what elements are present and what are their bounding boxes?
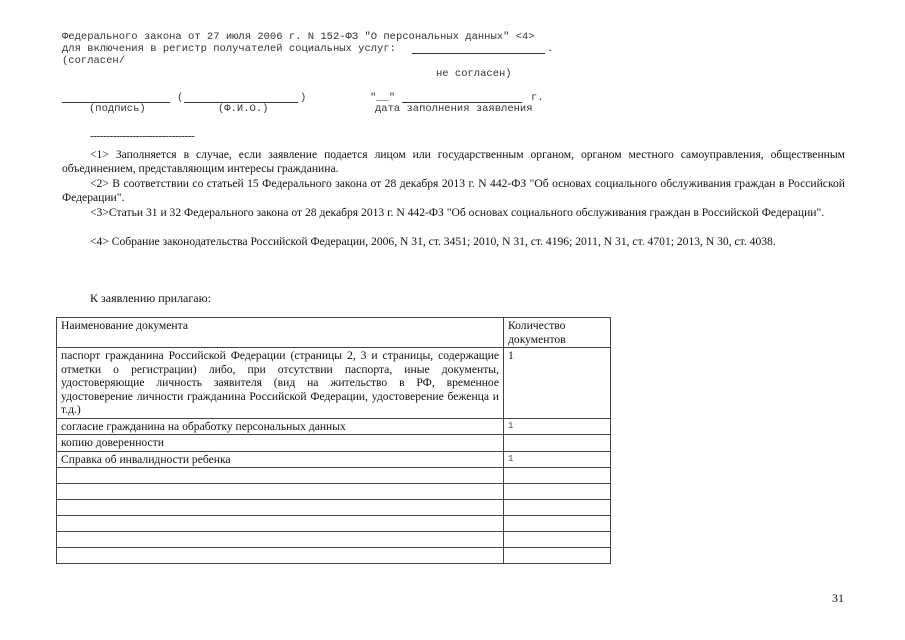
document-count-cell[interactable]: 1 <box>504 348 611 419</box>
footnote-1: <1> Заполняется в случае, если заявление подается лицом или государственным органом, органом местного самоуправления, общественным объединением, представляющим интересы гражданина. <box>62 148 845 175</box>
fio-close-paren: ) <box>300 92 307 104</box>
table-row <box>57 348 611 419</box>
table-row <box>57 451 611 468</box>
document-name-cell[interactable] <box>57 548 504 564</box>
table-row <box>57 468 611 484</box>
fio-label: (Ф.И.О.) <box>218 103 269 115</box>
footnote-2: <2> В соответствии со статьей 15 Федерального закона от 28 декабря 2013 г. N 442-ФЗ "Об основах социального обслуживания граждан в Российской Федерации". <box>62 177 845 204</box>
document-name-cell[interactable] <box>57 516 504 532</box>
date-day-field: "__" <box>370 92 396 104</box>
document-name-cell[interactable] <box>57 500 504 516</box>
document-count-cell[interactable] <box>504 548 611 564</box>
document-name-cell: согласие гражданина на обработку персональных данных <box>57 418 504 435</box>
date-label: дата заполнения заявления <box>375 103 533 115</box>
footnote-separator: -------------------------------- <box>90 130 195 142</box>
disagree-option: не согласен) <box>436 68 512 80</box>
document-count-cell[interactable] <box>504 468 611 484</box>
footnote-3: <3>Статьи 31 и 32 Федерального закона от 28 декабря 2013 г. N 442-ФЗ "Об основах социального обслуживания граждан в Российской Федерации". <box>90 206 825 219</box>
fio-open-paren: ( <box>177 92 184 104</box>
document-count-cell[interactable]: 1 <box>504 451 611 468</box>
table-row <box>57 484 611 500</box>
table-header-row <box>57 318 611 348</box>
header-document-count: Количество документов <box>504 318 611 348</box>
page-number: 31 <box>832 591 844 605</box>
table-row <box>57 516 611 532</box>
signature-label: (подпись) <box>89 103 146 115</box>
document-name-cell[interactable] <box>57 468 504 484</box>
attachments-label: К заявлению прилагаю: <box>90 291 211 305</box>
agree-option: (согласен/ <box>62 55 126 67</box>
document-name-cell: паспорт гражданина Российской Федерации (страницы 2, 3 и страницы, содержащие отметки о регистрации) либо, при отсутствии паспорта, иные документы, удостоверяющие личность заявителя (вид на жительство в РФ, временное удостоверение личности гражданина Российской Федерации, удостоверение беженца и т.д.) <box>57 348 504 419</box>
footnote-4: <4> Собрание законодательства Российской Федерации, 2006, N 31, ст. 3451; 2010, N 31, ст. 4196; 2011, N 31, ст. 4701; 2013, N 30, ст. 4038. <box>90 235 776 248</box>
header-consent-law-line: Федерального закона от 27 июля 2006 г. N 152-ФЗ "О персональных данных" <4> <box>62 31 535 43</box>
document-count-cell[interactable]: 1 <box>504 418 611 435</box>
document-count-cell[interactable] <box>504 500 611 516</box>
register-consent-underline[interactable] <box>412 53 545 54</box>
document-count-cell[interactable] <box>504 516 611 532</box>
document-count-cell[interactable] <box>504 484 611 500</box>
document-name-cell[interactable] <box>57 484 504 500</box>
document-name-cell[interactable] <box>57 532 504 548</box>
header-register-line: для включения в регистр получателей социальных услуг: <box>62 43 396 55</box>
document-count-cell[interactable] <box>504 435 611 452</box>
document-name-cell: Справка об инвалидности ребенка <box>57 451 504 468</box>
table-row <box>57 500 611 516</box>
date-year-suffix: г. <box>531 92 544 104</box>
table-row <box>57 532 611 548</box>
table-row <box>57 435 611 452</box>
table-row <box>57 548 611 564</box>
header-document-name: Наименование документа <box>57 318 504 348</box>
header-register-line-end: . <box>547 43 554 55</box>
document-count-cell[interactable] <box>504 532 611 548</box>
attachments-table <box>56 317 611 564</box>
table-row <box>57 418 611 435</box>
document-name-cell: копию доверенности <box>57 435 504 452</box>
